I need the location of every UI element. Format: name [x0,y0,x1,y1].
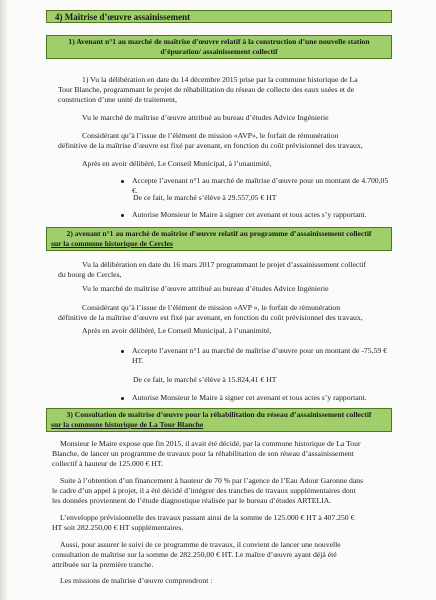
s2-paragraph-1: Vu la délibération en date du 16 mars 2017 programmant le projet d’assainissement collectif du bourg de Cercles, [58,260,367,279]
s1-paragraph-2: Vu le marché de maîtrise d’œuvre attribué au bureau d’études Advice Ingénierie [82,113,329,122]
s1-bullet-1: Accepte l’avenant n°1 au marché de maîtrise d’œuvre pour un montant de 4.700,05 €. [132,176,389,195]
s1-bullet-2: Autorise Monsieur le Maire à signer cet avenant et tous actes s’y rapportant. [132,210,367,219]
section-2-title-line-2: sur la commune historique de Cercles [51,238,173,248]
s1-paragraph-5: De ce fait, le marché s’élève à 29.557,05 € HT [133,193,277,202]
s2-bullet-2: Autorise Monsieur le Maire à signer cet avenant et tous actes s’y rapportant. [132,393,367,402]
s2-bullet-1: Accepte l’avenant n°1 au marché de maîtrise d’œuvre pour un montant de -75,59 € HT. [132,346,387,365]
s2-paragraph-3: Considérant qu’à l’issue de l’élément de mission «AVP », le forfait de rémunération définitive de la maîtrise d’œuvre est fixé par avenant, en fonction du coût prévisionnel des travaux, [58,303,363,322]
section-3-title-line-2: sur la commune historique de La Tour Blanche [51,419,204,429]
s3-paragraph-5: Les missions de maîtrise d’œuvre comprendront : [60,576,213,585]
s3-paragraph-3: L’enveloppe prévisionnelle des travaux passant ainsi de la somme de 125.000 € HT à 407.250 € HT soit 282.250,00 € HT supplémentaires. [52,513,355,532]
bullet-icon [121,180,124,183]
s2-paragraph-2: Vu le marché de maîtrise d’œuvre attribué au bureau d’études Advice Ingénierie [82,284,329,293]
section-3-title-line-1: 3) Consultation de maîtrise d’œuvre pour la réhabilitation du réseau d’assainissement collectif [66,410,372,419]
section-2-title-box [46,227,392,251]
s3-paragraph-4: Aussi, pour assurer le suivi de ce programme de travaux, il convient de lancer une nouvelle consultation de maîtrise sur la somme de 282.250,00 € HT. Le maître d’œuvre ayant déjà été attribuée sur la première tranche. [52,540,341,569]
s1-paragraph-3: Considérant qu’à l’issue de l’élément de mission «AVP», le forfait de rémunération définitive de la maîtrise d’œuvre est fixé par avenant, en fonction du coût prévisionnel des travaux, [58,131,363,150]
section-1-title-box [46,35,392,59]
section-1-title-line-1: 1) Avenant n°1 au marché de maîtrise d’œuvre relatif à la construction d’une nouvelle station [68,37,370,46]
s1-paragraph-4: Après en avoir délibéré, Le Conseil Municipal, à l’unanimité, [82,159,272,168]
s1-paragraph-1: 1) Vu la délibération en date du 14 décembre 2015 prise par la commune historique de La Tour Blanche, programmant le projet de réhabilitation du réseau de collecte des eaux usées et de construction d’une unité de traitement, [58,75,358,104]
s2-paragraph-5: De ce fait, le marché s’élève à 15.824,41 € HT [133,375,277,384]
section-heading: 4) Maîtrise d’œuvre assainissement [46,10,392,23]
s3-paragraph-1: Monsieur le Maire expose que fin 2015, il avait été décidé, par la commune historique de La Tour Blanche, de lancer un programme de travaux pour la réhabilitation de son réseau d’assainissement collectif à hauteur de 125.000 € HT. [52,439,361,468]
s3-paragraph-2: Suite à l’obtention d’un financement à hauteur de 70 % par l’agence de l’Eau Adour Garonne dans le cadre d’un appel à projet, il a été décidé d’intégrer des tranches de travaux supplémentaires dont les données proviennent de l’étude diagnostique réalisée par le bureau d’études ARTELIA. [52,476,364,505]
section-2-title-line-1: 2) avenant n°1 au marché de maîtrise d’œuvre relatif au programme d’assainissement collectif [66,229,372,238]
bullet-icon [121,397,124,400]
s2-paragraph-4: Après en avoir délibéré, Le Conseil Municipal, à l’unanimité, [82,326,272,335]
section-1-title-line-2: d’épuration/ assainissement collectif [160,46,278,56]
section-3-title-box [46,408,392,432]
page-edge-shadow [0,0,8,600]
bullet-icon [121,350,124,353]
bullet-icon [121,214,124,217]
